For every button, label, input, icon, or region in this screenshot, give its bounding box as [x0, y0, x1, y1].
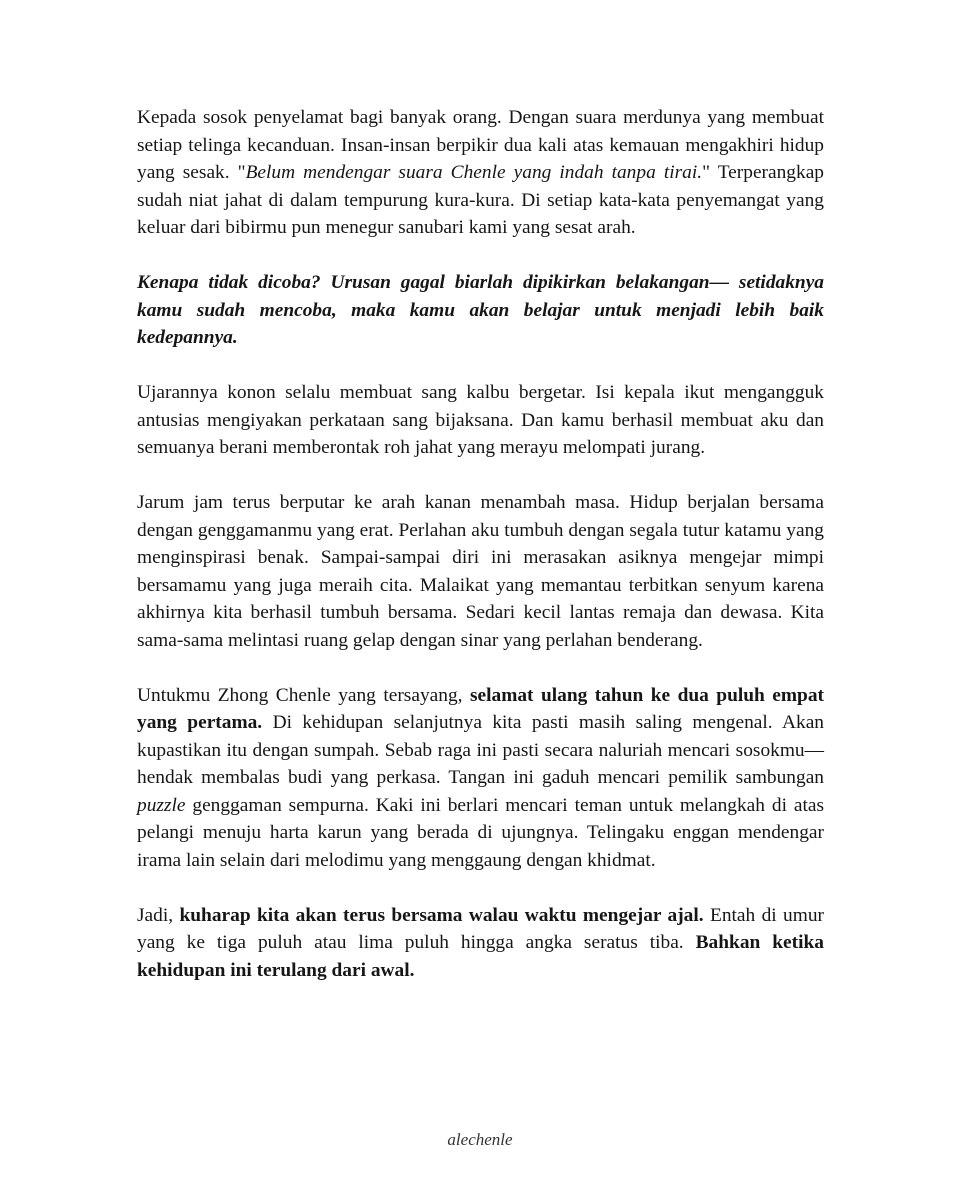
paragraph-6-text-a: Jadi, [137, 904, 180, 926]
paragraph-1-italic-quote: Belum mendengar suara Chenle yang indah tanpa tirai. [245, 162, 703, 183]
paragraph-5-text-c: genggaman sempurna. Kaki ini berlari mencari teman untuk melangkah di atas pelangi menuju harta karun yang berada di ujungnya. Telingaku enggan mendengar irama lain selain dari melodimu yang menggaung dengan khidmat. [137, 794, 824, 871]
document-body [137, 104, 824, 984]
paragraph-1-text-b: " Terperangkap sudah niat jahat di dalam tempurung kura-kura. Di setiap kata-kata penyemangat yang keluar dari bibirmu pun menegur sanubari kami yang sesat arah. [137, 162, 824, 238]
paragraph-5 [137, 682, 824, 875]
paragraph-3-text: Ujarannya konon selalu membuat sang kalbu bergetar. Isi kepala ikut mengangguk antusias mengiyakan perkataan sang bijaksana. Dan kamu berhasil membuat aku dan semuanya berani memberontak roh jahat yang merayu melompati jurang. [137, 382, 824, 458]
paragraph-1-text-a: Kepada sosok penyelamat bagi banyak orang. Dengan suara merdunya yang membuat setiap telinga kecanduan. Insan-insan berpikir dua kali atas kemauan mengakhiri hidup yang sesak. " [137, 107, 824, 183]
paragraph-5-text-a: Untukmu Zhong Chenle yang tersayang, [137, 684, 470, 706]
paragraph-6 [137, 902, 824, 985]
paragraph-4 [137, 489, 824, 654]
paragraph-5-bold-wish: selamat ulang tahun ke dua puluh empat yang pertama. [137, 684, 824, 733]
paragraph-5-text-b: Di kehidupan selanjutnya kita pasti masih saling mengenal. Akan kupastikan itu dengan sumpah. Sebab raga ini pasti secara naluriah mencari sosokmu— hendak membalas budi yang perkasa. Tangan ini gaduh mencari pemilik sambungan [137, 712, 824, 788]
paragraph-2-emphasis [137, 269, 824, 352]
paragraph-6-bold-a: kuharap kita akan terus bersama walau waktu mengejar ajal. [179, 904, 704, 926]
paragraph-2-text: Kenapa tidak dicoba? Urusan gagal biarlah dipikirkan belakangan— setidaknya kamu sudah mencoba, maka kamu akan belajar untuk menjadi lebih baik kedepannya. [137, 272, 824, 348]
paragraph-6-text-b: Entah di umur yang ke tiga puluh atau lima puluh hingga angka seratus tiba. [137, 904, 824, 953]
paragraph-6-bold-b: Bahkan ketika kehidupan ini terulang dari awal. [137, 932, 824, 981]
paragraph-3 [137, 379, 824, 462]
paragraph-5-italic-word: puzzle [137, 794, 186, 816]
paragraph-4-text: Jarum jam terus berputar ke arah kanan menambah masa. Hidup berjalan bersama dengan genggamanmu yang erat. Perlahan aku tumbuh dengan segala tutur katamu yang menginspirasi benak. Sampai-sampai diri ini merasakan asiknya mengejar mimpi bersamamu yang juga meraih cita. Malaikat yang memantau terbitkan senyum karena akhirnya kita berhasil tumbuh bersama. Sedari kecil lantas remaja dan dewasa. Kita sama-sama melintasi ruang gelap dengan sinar yang perlahan benderang. [137, 492, 824, 651]
footer-signature: alechenle [447, 1130, 513, 1149]
paragraph-1 [137, 104, 824, 242]
